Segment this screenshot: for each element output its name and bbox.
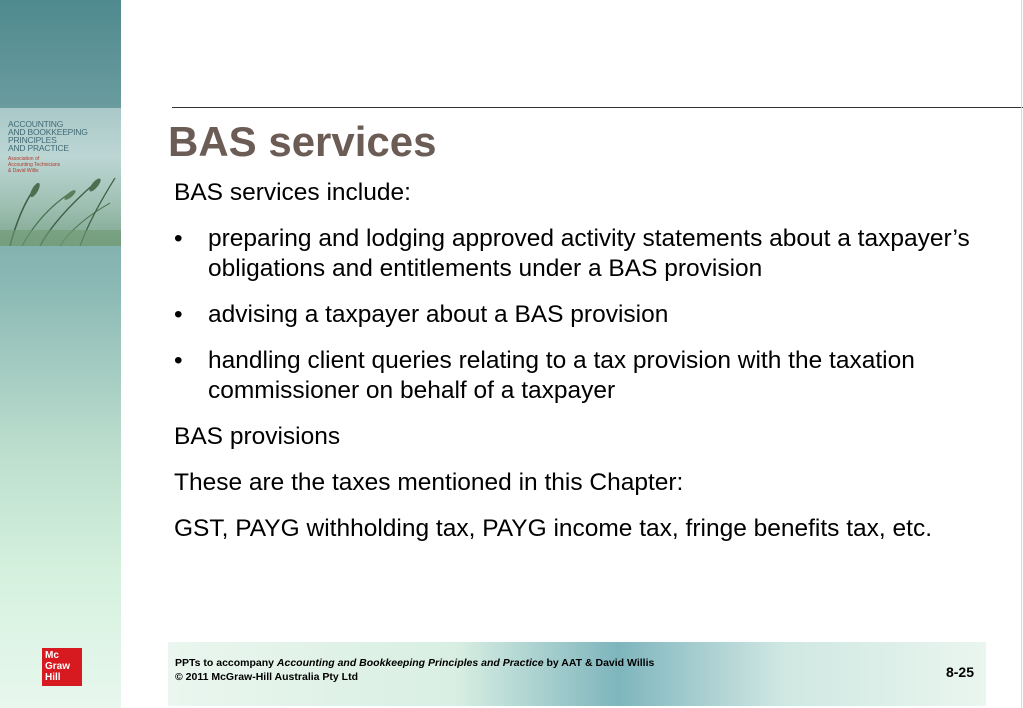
footer-suffix: by AAT & David Willis — [543, 657, 655, 669]
mcgraw-hill-logo — [42, 648, 82, 686]
cover-title-line: AND BOOKKEEPING — [8, 127, 88, 137]
footer — [168, 642, 986, 706]
book-cover-image — [0, 108, 121, 246]
list-item — [174, 224, 974, 284]
logo-line: Graw — [45, 661, 71, 672]
footer-prefix: PPTs to accompany — [175, 657, 277, 669]
intro-text: BAS services include: — [174, 179, 411, 206]
logo-line: Hill — [45, 672, 61, 683]
bas-provisions-heading: BAS provisions — [174, 423, 341, 450]
list-item-text: handling client queries relating to a tax provision with the taxation commissioner on behalf of a taxpayer — [208, 347, 915, 404]
cover-title — [8, 120, 118, 152]
bullet-list — [174, 224, 974, 406]
footer-line-1 — [175, 656, 654, 670]
title-divider — [172, 107, 1023, 108]
list-item-text: preparing and lodging approved activity statements about a taxpayer’s obligations and entitlements under a BAS provision — [208, 225, 970, 282]
cover-title-line: ACCOUNTING — [8, 119, 64, 129]
list-item-text: advising a taxpayer about a BAS provision — [208, 301, 669, 328]
cover-title-line: PRINCIPLES — [8, 135, 57, 145]
cover-title-line: AND PRACTICE — [8, 143, 69, 153]
slide-body — [174, 178, 974, 560]
cover-author-line: Association of — [8, 156, 40, 162]
grass-illustration — [0, 168, 121, 246]
footer-copyright: © 2011 McGraw-Hill Australia Pty Ltd — [175, 671, 358, 683]
right-border — [1021, 0, 1022, 708]
cover-author-line: Accounting Technicians — [8, 162, 61, 168]
taxes-list-text: GST, PAYG withholding tax, PAYG income tax, fringe benefits tax, etc. — [174, 515, 933, 542]
taxes-intro-text: These are the taxes mentioned in this Chapter: — [174, 469, 684, 496]
list-item — [174, 300, 974, 330]
footer-credits — [175, 656, 654, 684]
bullet-icon: • — [174, 347, 183, 374]
slide-number: 8-25 — [945, 664, 974, 680]
slide-title: BAS services — [168, 118, 437, 165]
list-item — [174, 346, 974, 406]
bullet-icon: • — [174, 301, 183, 328]
cover-author-line: & David Willis — [8, 168, 39, 174]
bullet-icon: • — [174, 225, 183, 252]
footer-book-title: Accounting and Bookkeeping Principles and Practice — [276, 657, 544, 669]
logo-line: Mc — [45, 650, 59, 661]
sidebar-band — [0, 0, 121, 708]
